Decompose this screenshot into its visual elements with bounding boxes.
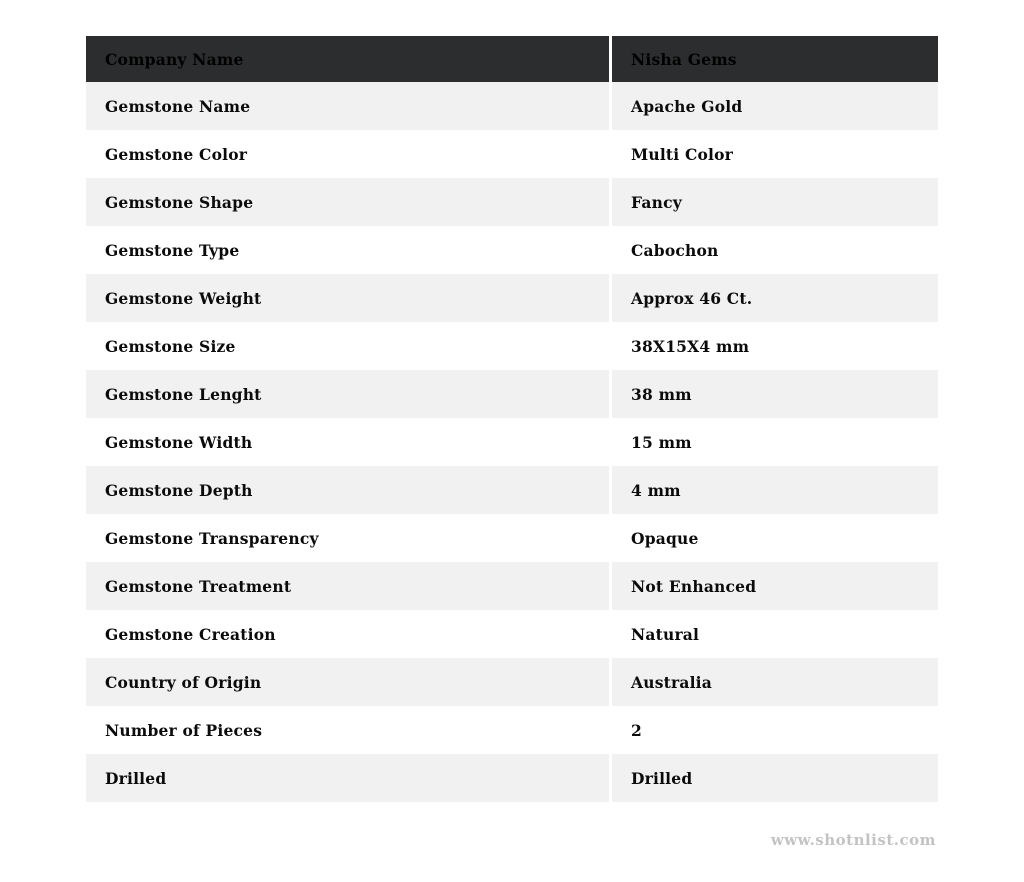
table-row	[86, 466, 938, 514]
table-row	[86, 562, 938, 610]
spec-table	[86, 36, 938, 802]
row-label: Gemstone Type	[86, 226, 612, 274]
row-value: Approx 46 Ct.	[612, 274, 938, 322]
table-row	[86, 706, 938, 754]
row-label: Gemstone Shape	[86, 178, 612, 226]
row-value: 38X15X4 mm	[612, 322, 938, 370]
spec-table-header	[86, 36, 938, 82]
row-value: 15 mm	[612, 418, 938, 466]
row-value: Australia	[612, 658, 938, 706]
row-label: Gemstone Width	[86, 418, 612, 466]
row-label: Gemstone Depth	[86, 466, 612, 514]
header-row	[86, 36, 938, 82]
row-label: Drilled	[86, 754, 612, 802]
spec-table-body	[86, 82, 938, 802]
row-label: Gemstone Weight	[86, 274, 612, 322]
table-row	[86, 226, 938, 274]
row-value: 4 mm	[612, 466, 938, 514]
table-row	[86, 754, 938, 802]
row-value: 38 mm	[612, 370, 938, 418]
table-row	[86, 610, 938, 658]
table-row	[86, 274, 938, 322]
table-row	[86, 658, 938, 706]
table-row	[86, 322, 938, 370]
table-row	[86, 178, 938, 226]
row-label: Gemstone Transparency	[86, 514, 612, 562]
table-row	[86, 370, 938, 418]
row-value: Drilled	[612, 754, 938, 802]
row-label: Number of Pieces	[86, 706, 612, 754]
table-row	[86, 82, 938, 130]
row-value: Not Enhanced	[612, 562, 938, 610]
row-label: Country of Origin	[86, 658, 612, 706]
row-value: Natural	[612, 610, 938, 658]
row-label: Gemstone Treatment	[86, 562, 612, 610]
row-label: Gemstone Creation	[86, 610, 612, 658]
table-row	[86, 418, 938, 466]
row-value: Multi Color	[612, 130, 938, 178]
header-value-cell: Nisha Gems	[612, 36, 938, 82]
row-value: Cabochon	[612, 226, 938, 274]
site-watermark: www.shotnlist.com	[770, 831, 936, 849]
row-value: Opaque	[612, 514, 938, 562]
row-label: Gemstone Name	[86, 82, 612, 130]
header-label-cell: Company Name	[86, 36, 612, 82]
gemstone-spec-table	[86, 36, 938, 802]
row-value: Fancy	[612, 178, 938, 226]
row-value: Apache Gold	[612, 82, 938, 130]
table-row	[86, 130, 938, 178]
table-row	[86, 514, 938, 562]
row-label: Gemstone Lenght	[86, 370, 612, 418]
row-label: Gemstone Size	[86, 322, 612, 370]
row-label: Gemstone Color	[86, 130, 612, 178]
row-value: 2	[612, 706, 938, 754]
